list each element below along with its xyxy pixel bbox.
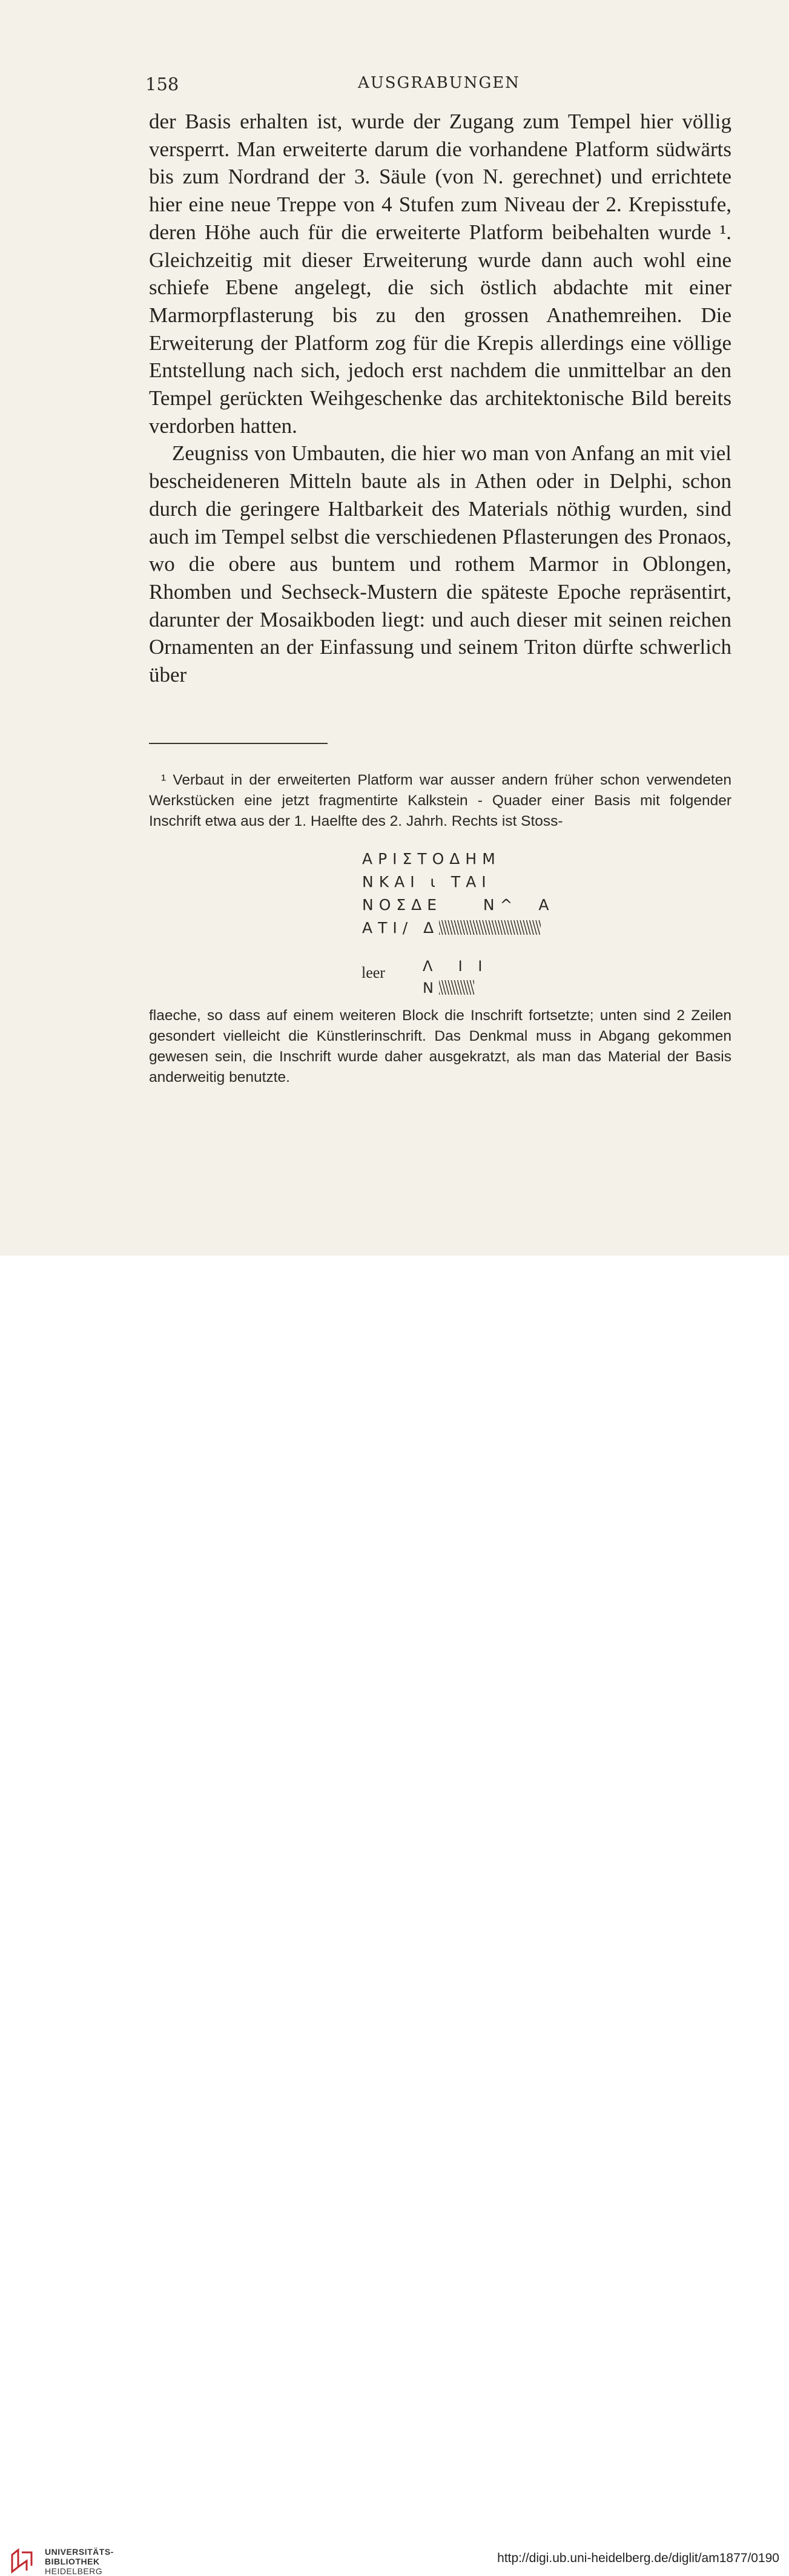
lower-inscription-line-2 [423, 977, 487, 999]
footnote-text-after: flaeche, so dass auf einem weiteren Block die Inschrift fortsetzte; unten sind 2 Zeilen gesondert vielleicht die Künstlerinschrift. Das Denkmal muss in Abgang gekommen gewesen sein, die Inschrift wurde daher ausgekratzt, als man das Material der Basis anderweitig benutzte. [149, 1007, 731, 1085]
leer-label: leer [361, 964, 385, 981]
scanned-page [0, 0, 789, 1256]
lower-inscription-line-2-text: N [423, 980, 439, 996]
library-name-line-3: HEIDELBERG [45, 2566, 103, 2576]
inscription-line-4 [362, 917, 555, 940]
footnote-rule [149, 743, 328, 744]
inscription-line-1: ΑΡΙΣΤΟΔΗΜ [362, 850, 501, 868]
running-head: AUSGRABUNGEN [358, 74, 520, 92]
lower-inscription [423, 955, 487, 999]
main-text [149, 108, 731, 689]
footnote-continuation [149, 1006, 731, 1088]
footnote-1 [149, 770, 731, 832]
library-name-line-1: UNIVERSITÄTS- [45, 2547, 114, 2557]
inscription-line-2: ΝΚΑΙ ι ΤΑΙ [362, 873, 492, 891]
viewer-footer [0, 1256, 789, 2576]
paragraph-1: der Basis erhalten ist, wurde der Zugang zum Tempel hier völlig versperrt. Man erweiterte darum die vorhandene Platform südwärts bis zum Nordrand der 3. Säule (von N. gerechnet) und errichtete hier eine neue Treppe von 4 Stufen zum Niveau der 2. Krepisstufe, deren Höhe auch für die erweiterte Platform beibehalten wurde ¹. Gleichzeitig mit dieser Erweiterung wurde dann auch wohl eine schiefe Ebene angelegt, die sich östlich abdachte mit einer Marmorpflasterung bis zu den grossen Anathemreihen. Die Erweiterung der Platform zog für die Krepis allerdings eine völlige Entstellung nach sich, jedoch erst nachdem die unmittelbar an den Tempel gerückten Weihgeschenke das architektonische Bild bereits verdorben hatten. [149, 110, 731, 438]
library-logo-icon [8, 2548, 36, 2575]
page-url[interactable]: http://digi.ub.uni-heidelberg.de/diglit/am1877/0190 [497, 2551, 779, 2565]
footnote-text-before: ¹ Verbaut in der erweiterten Platform war ausser andern früher schon verwendeten Werkstücken eine jetzt fragmentirte Kalkstein - Quader einer Basis mit folgender Inschrift etwa aus der 1. Haelfte des 2. Jahrh. Rechts ist Stoss- [149, 772, 731, 829]
inscription-line-4-text: ΑΤΙ/ Δ [362, 919, 440, 937]
paragraph-2: Zeugniss von Umbauten, die hier wo man von Anfang an mit viel bescheideneren Mitteln baute als in Athen oder in Delphi, schon durch die geringere Haltbarkeit des Materials nöthig wurden, sind auch im Tempel selbst die verschiedenen Pflasterungen des Pronaos, wo die obere aus buntem und rothem Marmor in Oblongen, Rhomben und Sechseck-Mustern die späteste Epoche repräsentirt, darunter der Mosaikboden liegt: und auch dieser mit seinen reichen Ornamenten an der Einfassung und seinem Triton dürfte schwerlich über [149, 441, 731, 687]
erased-hatching-lower [439, 980, 474, 995]
page-number: 158 [145, 74, 179, 94]
inscription-block [362, 848, 555, 940]
page-header [145, 74, 733, 98]
library-name-line-2: BIBLIOTHEK [45, 2557, 100, 2566]
lower-inscription-line-1: Λ I I [423, 958, 488, 975]
erased-hatching [439, 920, 541, 935]
inscription-line-3: ΝΟΣΔΕ Ν^ Α [362, 896, 555, 914]
library-name [45, 2547, 114, 2576]
